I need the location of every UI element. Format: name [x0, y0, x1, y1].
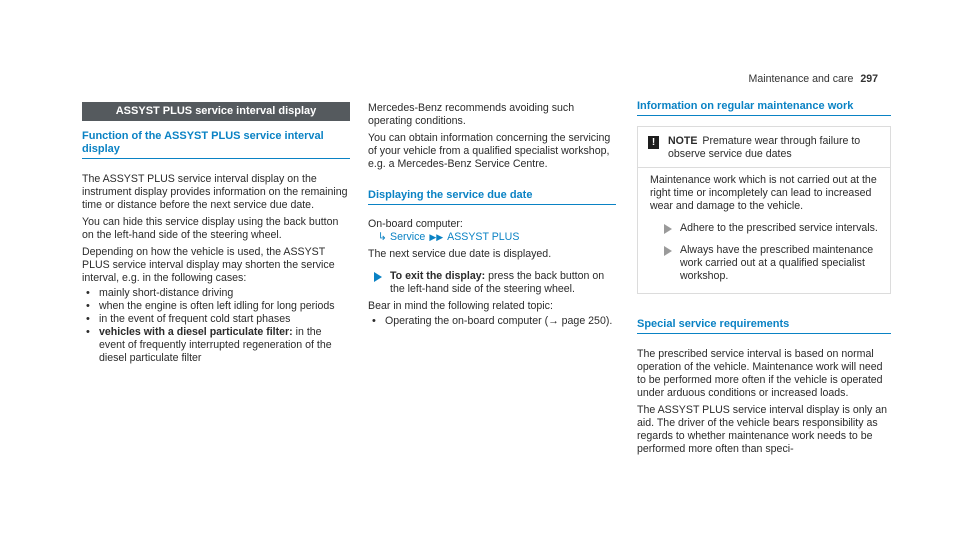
section-bar-title: ASSYST PLUS service interval display: [82, 102, 350, 121]
list-item: • mainly short-distance driving: [82, 287, 350, 300]
list-item: • in the event of frequent cold start phases: [82, 313, 350, 326]
paragraph: The ASSYST PLUS service interval display on the instrument display provides information on the remaining time or distance before the next service due date.: [82, 173, 348, 211]
note-label: NOTE: [668, 135, 698, 147]
menu-item-service: Service: [390, 231, 426, 243]
warning-icon: !: [648, 136, 659, 149]
note-box: [637, 126, 891, 294]
subheading-function: Function of the ASSYST PLUS service interval display: [82, 130, 350, 159]
menu-item-assyst-plus: ASSYST PLUS: [447, 231, 520, 243]
action-arrow-icon: [374, 272, 382, 282]
column-middle: [368, 102, 616, 328]
section-title: Maintenance and care: [748, 73, 854, 85]
paragraph: You can obtain information concerning the servicing of your vehicle from a qualified specialist workshop, e.g. a Mercedes-Benz Service Centre.: [368, 132, 611, 170]
action-step: Adhere to the prescribed service intervals.: [650, 222, 882, 235]
note-header: [638, 127, 890, 167]
action-step: Always have the prescribed maintenance work carried out at a qualified specialist workshop.: [650, 244, 882, 283]
heading-displaying-due-date: Displaying the service due date: [368, 189, 616, 205]
heading-special-service: Special service requirements: [637, 318, 891, 334]
column-left: [82, 102, 350, 365]
list-item: • Operating the on-board computer (→ page 250).: [368, 315, 616, 328]
paragraph: The ASSYST PLUS service interval display is only an aid. The driver of the vehicle bears responsibility as regards to whether maintenance work needs to be performed more often than speci-: [637, 404, 888, 455]
menu-path: [368, 231, 616, 244]
list-item: • vehicles with a diesel particulate filter: in the event of frequently interrupted regeneration of the diesel particulate filter: [82, 326, 350, 365]
note-title: Premature wear through failure to observe service due dates: [668, 135, 861, 160]
paragraph: Maintenance work which is not carried out at the right time or incompletely can lead to increased wear and damage to the vehicle.: [650, 174, 877, 212]
running-head: [749, 73, 878, 86]
paragraph: You can hide this service display using the back button on the left-hand side of the steering wheel.: [82, 216, 339, 241]
paragraph: Bear in mind the following related topic:: [368, 300, 553, 312]
bullet-list: [82, 287, 350, 365]
list-item: • when the engine is often left idling for long periods: [82, 300, 350, 313]
note-body: [638, 167, 890, 293]
bullet-list: [368, 315, 616, 328]
column-right: [637, 100, 891, 456]
paragraph: The prescribed service interval is based on normal operation of the vehicle. Maintenance work will need to be performed more often if the vehicle is operated under arduous conditions or increased loads.: [637, 348, 883, 399]
return-arrow-icon: ↳: [378, 231, 387, 243]
paragraph: Mercedes-Benz recommends avoiding such operating conditions.: [368, 102, 575, 127]
paragraph: Depending on how the vehicle is used, the ASSYST PLUS service interval display may shorten the service interval, e.g. in the following cases:: [82, 246, 335, 284]
double-chevron-icon: ▶▶: [429, 232, 444, 242]
page-number: 297: [860, 73, 878, 85]
onboard-computer-label: On-board computer:: [368, 218, 463, 230]
paragraph: The next service due date is displayed.: [368, 248, 552, 260]
action-arrow-icon: [664, 224, 672, 234]
action-step: To exit the display: press the back button on the left-hand side of the steering wheel.: [368, 270, 616, 296]
heading-regular-maintenance: Information on regular maintenance work: [637, 100, 891, 116]
action-arrow-icon: [664, 246, 672, 256]
